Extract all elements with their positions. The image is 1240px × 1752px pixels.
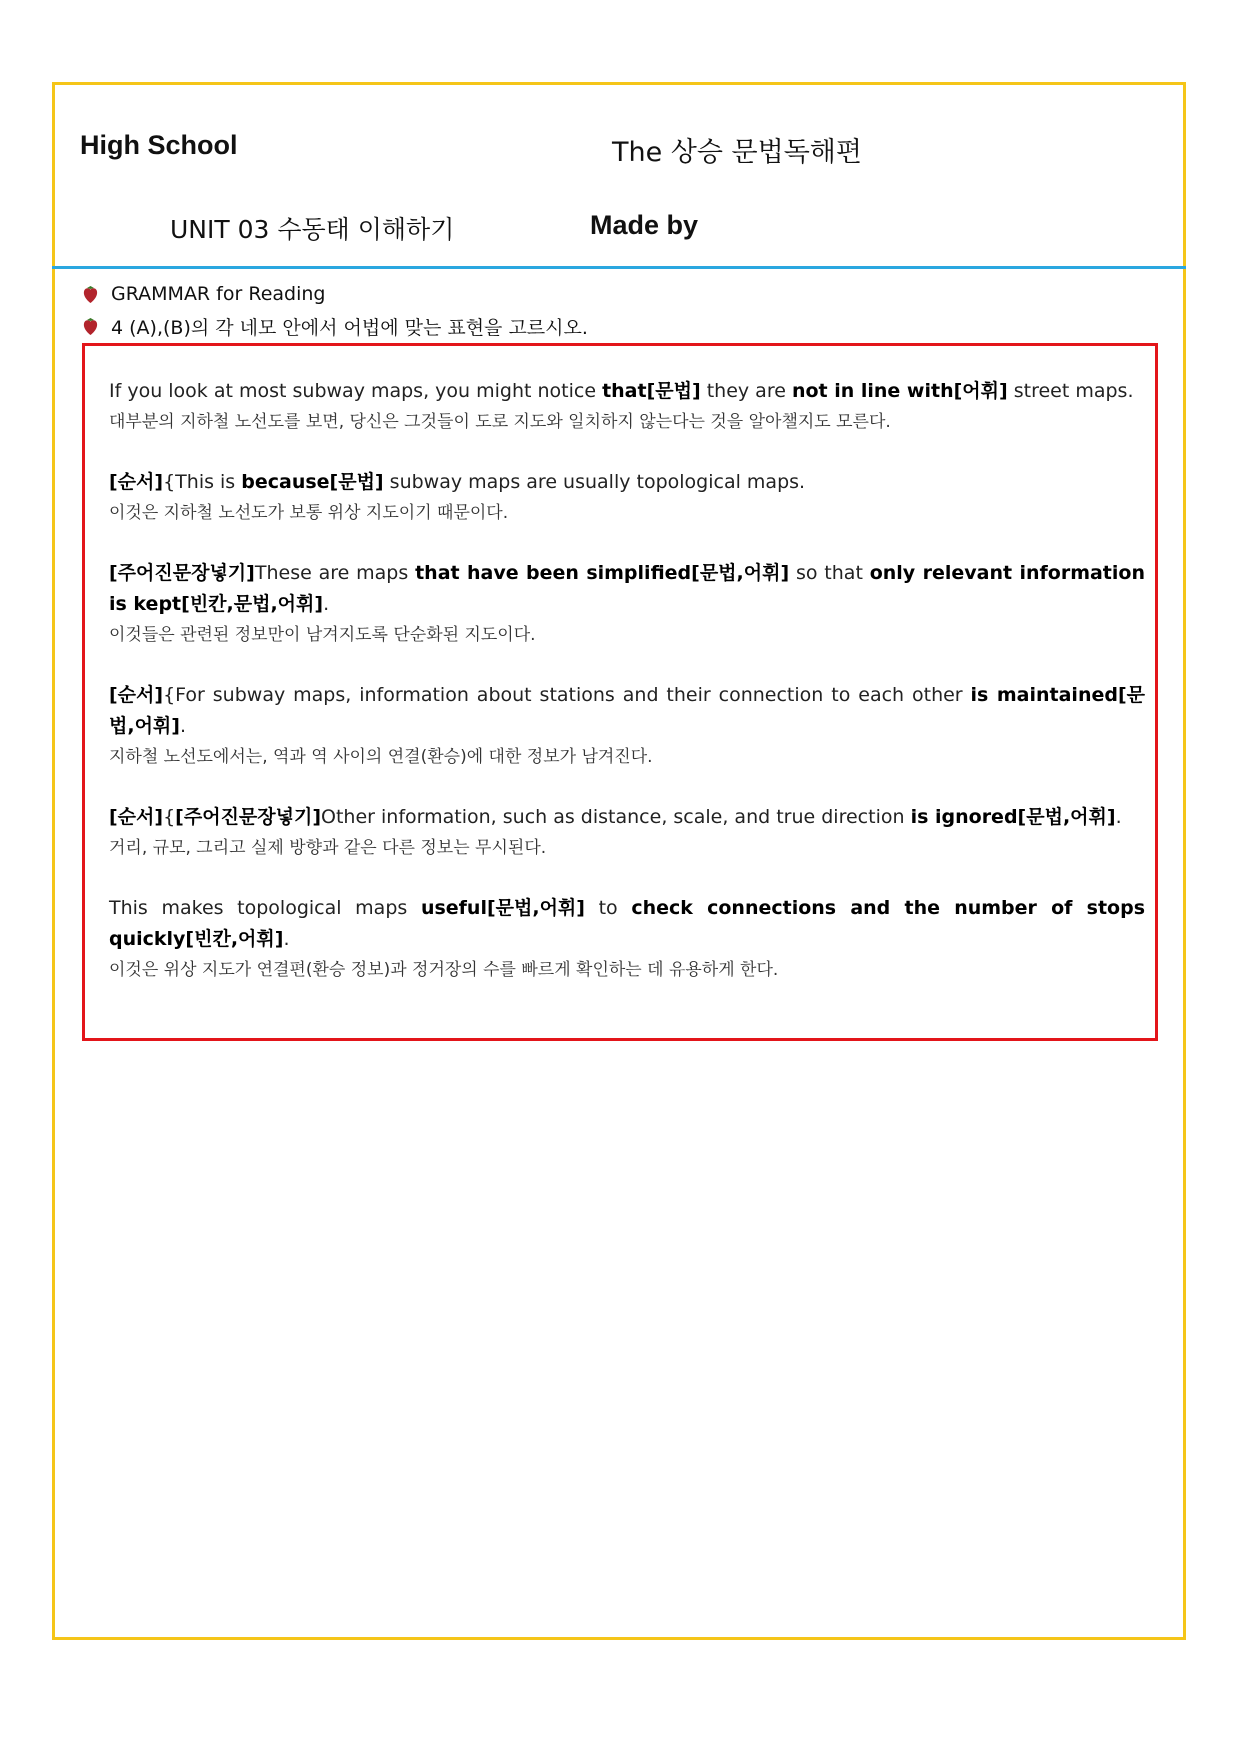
sentence-text: Other information, such as distance, scale, and true direction [321,806,911,828]
marked-phrase: [순서] [109,471,164,493]
marked-phrase: that have been simplified[문법,어휘] [415,562,790,584]
sentence-text: subway maps are usually topological maps. [383,471,806,493]
unit-title: UNIT 03 수동태 이해하기 [170,215,455,244]
english-sentence [95,893,1145,955]
passage-paragraphs [95,376,1145,983]
marked-phrase: [주어진문장넣기] [175,806,322,828]
english-sentence [95,467,1145,498]
header-divider [52,266,1186,269]
korean-translation: 이것들은 관련된 정보만이 남겨지도록 단순화된 지도이다. [109,625,536,645]
english-sentence [95,558,1145,620]
sentence-text: street maps. [1007,380,1134,402]
strawberry-icon [82,285,99,304]
english-sentence [95,376,1145,407]
marked-phrase: [순서] [109,806,164,828]
marked-phrase: only relevant information is kept[빈칸,문법,어휘] [109,562,1145,615]
passage-paragraph [95,376,1145,435]
korean-translation: 이것은 지하철 노선도가 보통 위상 지도이기 때문이다. [109,503,509,523]
sentence-text: {This is [163,471,242,493]
grammar-label: GRAMMAR for Reading [111,283,326,305]
passage-paragraph [95,558,1145,648]
header-level-title: High School [80,130,238,160]
passage-paragraph [95,680,1145,770]
marked-phrase: check connections and the number of stops quickly[빈칸,어휘] [109,897,1146,950]
marked-phrase: not in line with[어휘] [791,380,1008,402]
sentence-text: { [163,806,176,828]
passage-paragraph [95,467,1145,526]
strawberry-icon [82,317,99,336]
question-label: 4 (A),(B)의 각 네모 안에서 어법에 맞는 표현을 고르시오. [111,317,588,339]
marked-phrase: [주어진문장넣기] [109,562,255,584]
sentence-text: so that [789,562,870,584]
marked-phrase: because[문법] [241,471,384,493]
header-book-title: The 상승 문법독해편 [612,137,862,168]
sentence-text: . [283,928,290,950]
korean-translation: 대부분의 지하철 노선도를 보면, 당신은 그것들이 도로 지도와 일치하지 않는다는 것을 알아챌지도 모른다. [109,412,891,432]
passage-box [82,343,1158,1041]
sentence-text: This makes topological maps [109,897,421,919]
passage-paragraph [95,802,1145,861]
sentence-text: to [584,897,632,919]
marked-phrase: [순서] [109,684,164,706]
sentence-text: . [179,715,187,737]
marked-phrase: is ignored[문법,어휘] [910,806,1116,828]
marked-phrase: that[문법] [602,380,701,402]
made-by-label: Made by [590,210,699,240]
sentence-text: {For subway maps, information about stations and their connection to each other [163,684,971,706]
grammar-label-row [82,283,325,305]
sentence-text: If you look at most subway maps, you might notice [109,380,603,402]
korean-translation: 이것은 위상 지도가 연결편(환승 정보)과 정거장의 수를 빠르게 확인하는 데 유용하게 한다. [109,960,779,980]
marked-phrase: is maintained[문법,어휘] [109,684,1145,737]
sentence-text: . [323,593,330,615]
korean-translation: 거리, 규모, 그리고 실제 방향과 같은 다른 정보는 무시된다. [109,838,547,858]
marked-phrase: useful[문법,어휘] [420,897,585,919]
sentence-text: they are [700,380,792,402]
english-sentence [95,802,1145,833]
english-sentence [95,680,1145,742]
question-label-row [82,313,588,340]
passage-paragraph [95,893,1145,983]
korean-translation: 지하철 노선도에서는, 역과 역 사이의 연결(환승)에 대한 정보가 남겨진다. [109,747,653,767]
sentence-text: . [1115,806,1122,828]
sentence-text: These are maps [254,562,416,584]
